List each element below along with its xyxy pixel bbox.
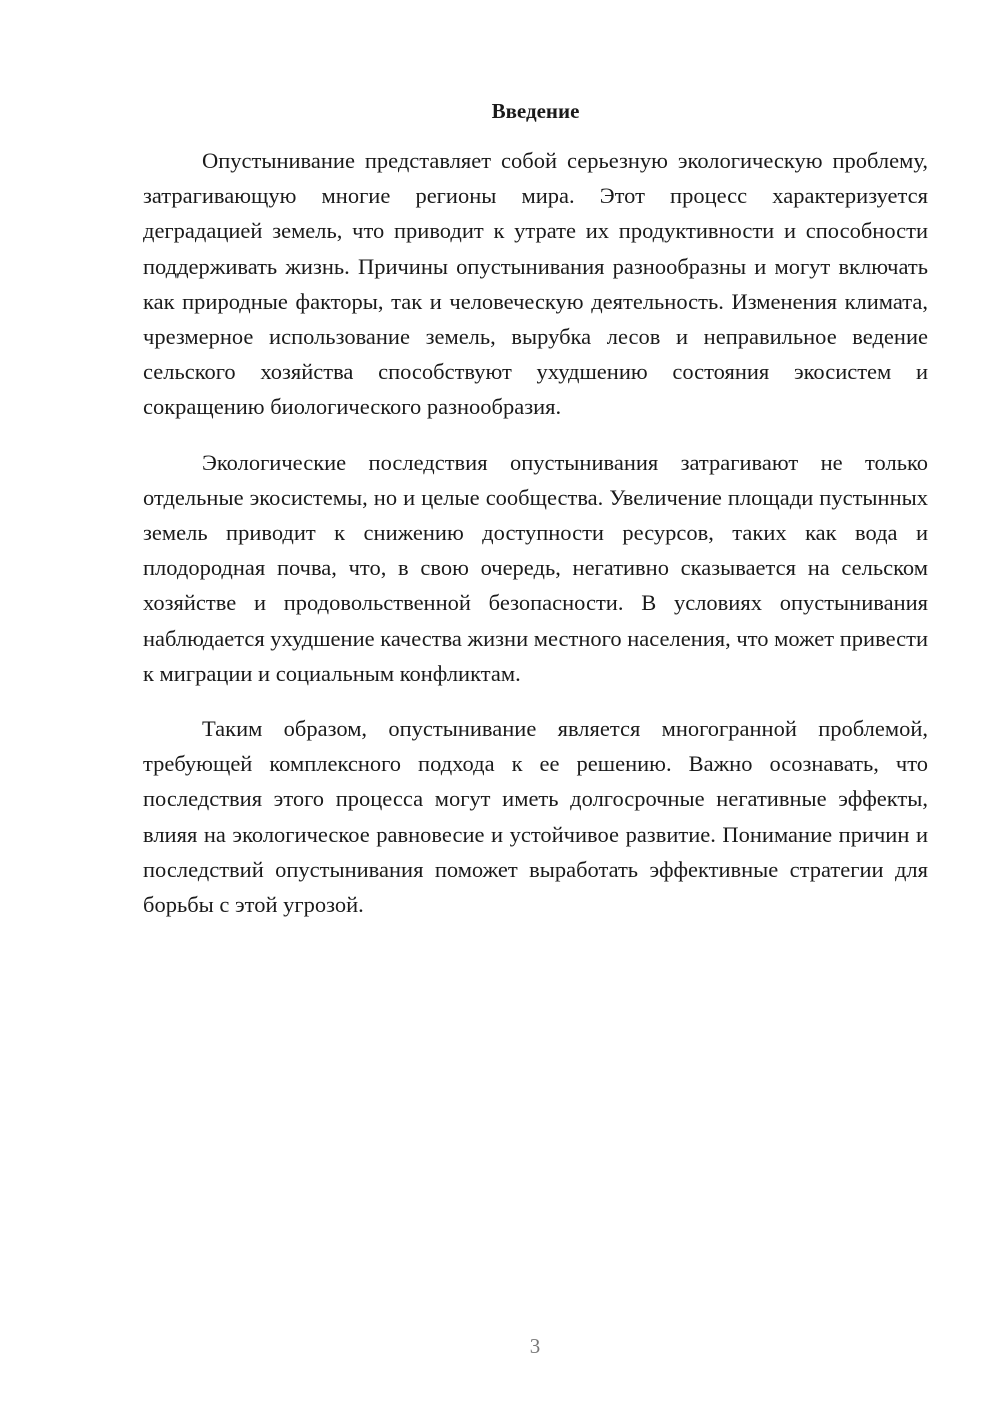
body-text: [143, 143, 928, 942]
paragraph-2: Экологические последствия опустынивания затрагивают не только отдельные экосистемы, но и целые сообщества. Увеличение площади пустынных земель приводит к снижению доступности ресурсов, таких как вода и плодородная почва, что, в свою очередь, негативно сказывается на сельском хозяйстве и продовольственной безопасности. В условиях опустынивания наблюдается ухудшение качества жизни местного населения, что может привести к миграции и социальным конфликтам.: [143, 449, 928, 686]
page-number: 3: [529, 1334, 541, 1358]
paragraph-3: Таким образом, опустынивание является многогранной проблемой, требующей комплексного подхода к ее решению. Важно осознавать, что последствия этого процесса могут иметь долгосрочные негативные эффекты, влияя на экологическое равновесие и устойчивое развитие. Понимание причин и последствий опустынивания поможет выработать эффективные стратегии для борьбы с этой угрозой.: [143, 716, 928, 918]
paragraph-1: Опустынивание представляет собой серьезную экологическую проблему, затрагивающую многие регионы мира. Этот процесс характеризуется деградацией земель, что приводит к утрате их продуктивности и способности поддерживать жизнь. Причины опустынивания разнообразны и могут включать как природные факторы, так и человеческую деятельность. Изменения климата, чрезмерное использование земель, вырубка лесов и неправильное ведение сельского хозяйства способствуют ухудшению состояния экосистем и сокращению биологического разнообразия.: [143, 148, 928, 420]
section-title: Введение: [491, 99, 580, 123]
